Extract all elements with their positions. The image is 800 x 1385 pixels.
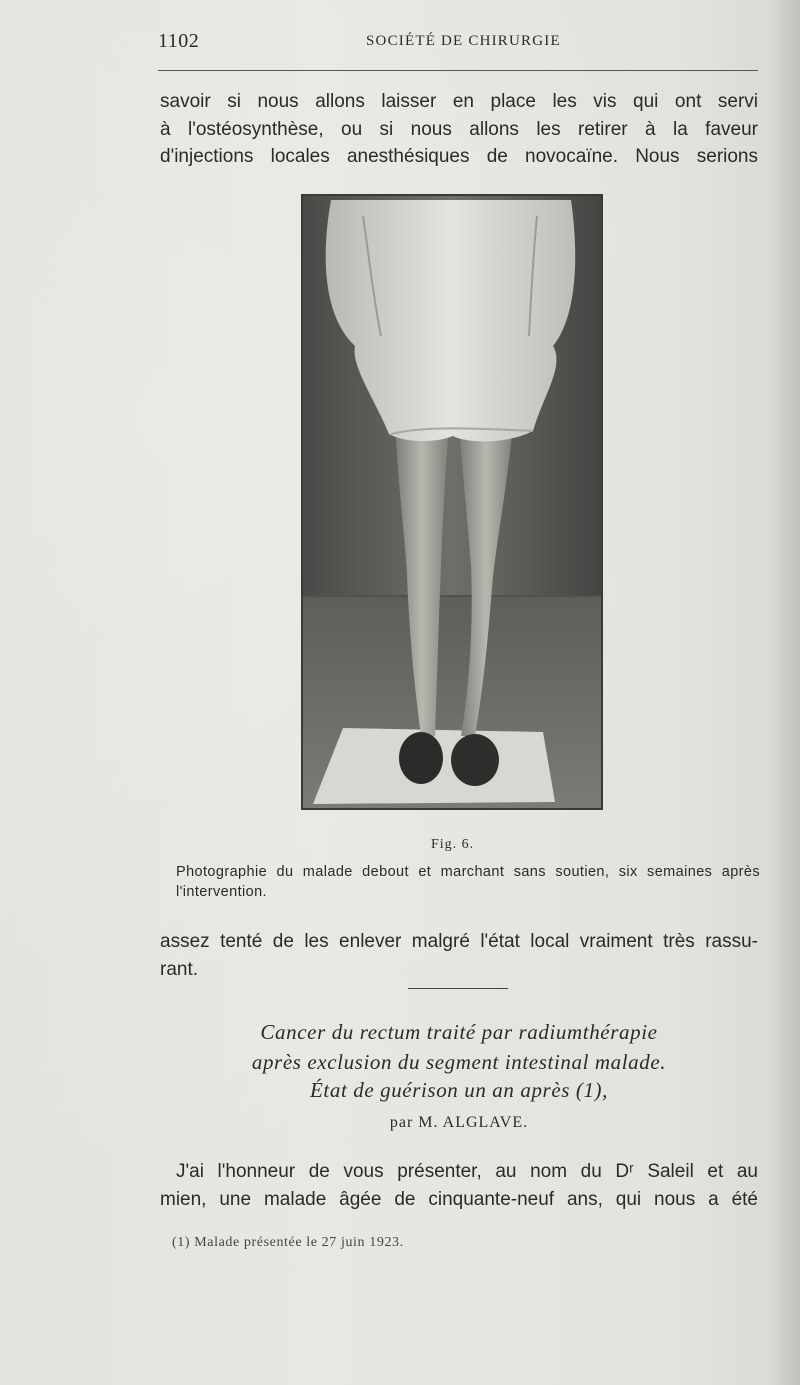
article-title-line: Cancer du rectum traité par radiumthérapie (260, 1020, 658, 1044)
page-edge-shadow (770, 0, 800, 1385)
article-title-line: État de guérison un an après (1), (309, 1078, 609, 1102)
paragraph-line: rant. (160, 958, 199, 980)
article-title-line: après exclusion du segment intestinal malade. (251, 1050, 667, 1074)
header-rule (158, 70, 758, 71)
paragraph-line: assez tenté de les enlever malgré l'état local vraiment très rassu- (160, 931, 758, 952)
figure-photograph (301, 194, 603, 810)
figure-caption: Photographie du malade debout et marchant sans soutien, six semaines après l'intervention. (176, 864, 760, 900)
figure-number: Fig. 6. (431, 837, 475, 852)
paragraph-continuation (160, 928, 758, 983)
paragraph-line: d'injections locales anesthésiques de novocaïne. Nous serions (160, 146, 758, 167)
patient-photograph (303, 196, 601, 808)
paragraph-line: savoir si nous allons laisser en place les vis qui ont servi (160, 91, 758, 112)
paragraph-line: à l'ostéosynthèse, ou si nous allons les retirer à la faveur (160, 118, 758, 140)
section-separator (408, 988, 508, 989)
article-author: par M. ALGLAVE. (389, 1114, 529, 1131)
paragraph-line: mien, une malade âgée de cinquante-neuf ans, qui nous a été (160, 1188, 758, 1210)
paragraph-article-body (160, 1158, 758, 1213)
paragraph-intro (160, 88, 758, 171)
page-number: 1102 (158, 30, 200, 52)
running-head: SOCIÉTÉ DE CHIRURGIE (366, 33, 561, 49)
paragraph-line: J'ai l'honneur de vous présenter, au nom du Dʳ Saleil et au (176, 1161, 758, 1182)
footnote: (1) Malade présentée le 27 juin 1923. (172, 1235, 404, 1250)
